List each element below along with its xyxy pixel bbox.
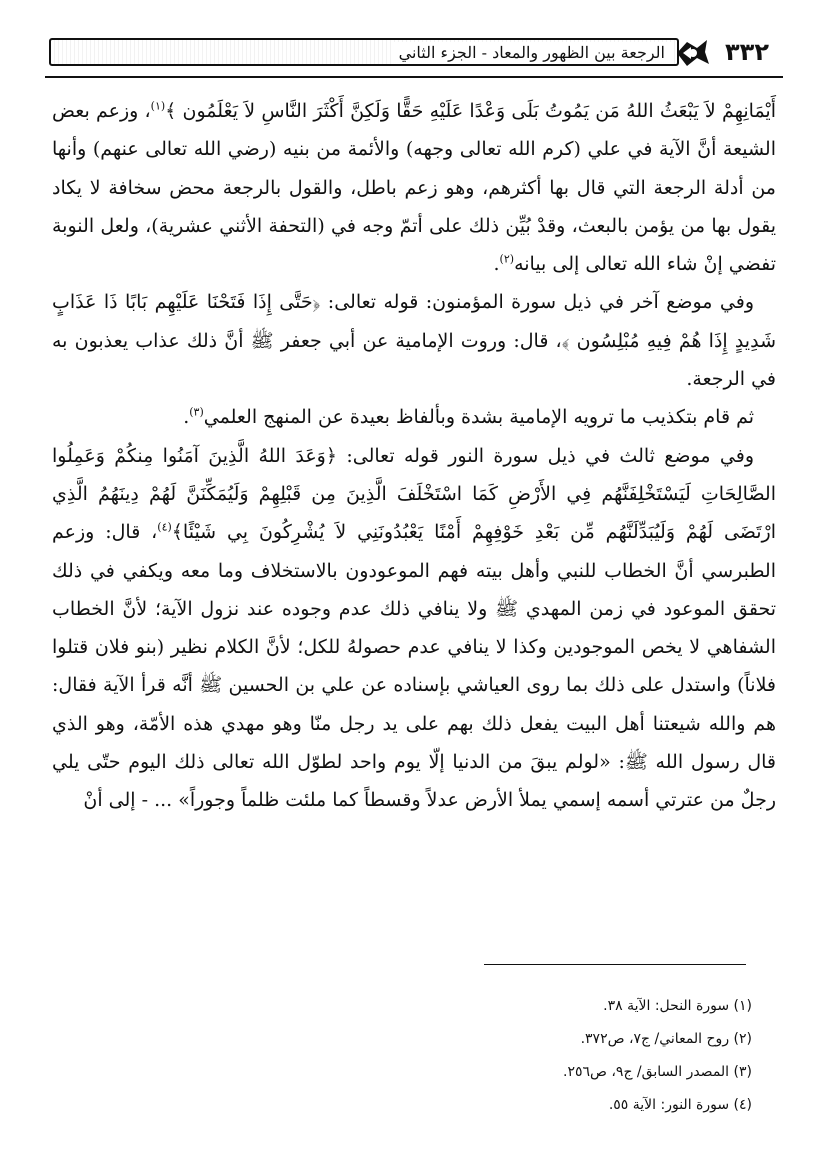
paragraph: أَيْمَانِهِمْ لاَ يَبْعَثُ اللهُ مَن يَمُوتُ بَلَى وَعْدًا عَلَيْهِ حَقًّا وَلَكِنَّ أَكْثَرَ النَّاسِ لاَ يَعْلَمُون ﴾$^{(١)}$، وزعم بعض الشيعة أنَّ الآية في علي (كرم الله تعالى وجهه) والأئمة من بنيه (رضي الله تعالى عنهم) وأنها من أدلة الرجعة التي قال بها أكثرهم، وهو زعم باطل، والقول بالرجعة محض سخافة لا يكاد يقول بها من يؤمن بالبعث، وقدْ بُيِّن ذلك على أتمّ وجه في (التحفة الأثني عشرية)، ولعل النوبة تفضي إنْ شاء الله تعالى إلى بيانه$^{(٢)}$. (52, 99, 777, 276)
page-header (45, 34, 783, 78)
paragraph (52, 283, 776, 398)
footnote-marker: (١) (150, 99, 166, 113)
footnote: (٤) سورة النور: الآية ٥٥. (608, 1097, 752, 1113)
verse-text: أَيْمَانِهِمْ لاَ يَبْعَثُ اللهُ مَن يَمُوتُ بَلَى وَعْدًا عَلَيْهِ حَقًّا وَلَكِنَّ أَكْثَرَ النَّاسِ لاَ يَعْلَمُون ﴾ (165, 100, 777, 122)
paragraph-text: ، وزعم بعض الشيعة أنَّ الآية في علي (كرم الله تعالى وجهه) والأئمة من بنيه (رضي الله تعالى عنهم) وأنها من أدلة الرجعة التي قال بها أكثرهم، وهو زعم باطل، والقول بالرجعة محض سخافة لا يكاد يقول بها من يؤمن بالبعث، وقدْ بُيِّن ذلك على أتمّ وجه في (التحفة الأثني عشرية)، ولعل النوبة تفضي إنْ شاء الله تعالى إلى بيانه (52, 100, 776, 276)
footnote-marker: (٤) (157, 520, 172, 534)
footnotes (252, 990, 752, 1122)
running-title-frame (49, 38, 679, 66)
paragraph: ثم قام بتكذيب ما ترويه الإمامية بشدة وبألفاظ بعيدة عن المنهج العلمي$^{(٣)}$. (183, 406, 754, 429)
ornament-icon (675, 38, 711, 68)
paragraph-text: ، قال: وزعم الطبرسي أنَّ الخطاب للنبي وأهل بيته فهم الموعودون بالاستخلاف وما معه ويكفي في ذلك تحقق الموعود في زمن المهدي ﷺ ولا ينافي ذلك عدم وجوده عند نزول الآية؛ لأنَّ الخطاب الشفاهي لا يخص الموجودين وكذا لا ينافي عدم حصولهُ للكل؛ لأنَّ الكلام نظير (بنو فلان قتلوا فلاناً) واستدل على ذلك بما روى العياشي بإسناده عن علي بن الحسين ﷺ أنَّه قرأ الآية فقال: هم والله شيعتنا أهل البيت يفعل ذلك بهم على يد رجل منّا وهو مهدي هذه الأمّة، وهو الذي قال رسول الله ﷺ: «لولم يبقَ من الدنيا إلّا يوم واحد لطوّل الله تعالى ذلك اليوم حتّى يلي رجلٌ من عترتي أسمه إسمي يملأ الأرض عدلاً وقسطاً كما ملئت ظلماً وجوراً» ... - إلى أنْ (52, 521, 776, 812)
running-title: الرجعة بين الظهور والمعاد - الجزء الثاني (393, 42, 671, 64)
paragraph-text: وفي موضع آخر في ذيل سورة المؤمنون: قوله تعالى: ﴿حَتَّى إِذَا فَتَحْنَا عَلَيْهِم بَابًا ذَا عَذَابٍ شَدِيدٍ إِذَا هُمْ فِيهِ مُبْلِسُون ﴾، قال: وروت الإمامية عن أبي جعفر ﷺ أنَّ ذلك عذاب يعذبون به في الرجعة. (52, 291, 776, 391)
paragraph-text: ثم قام بتكذيب ما ترويه الإمامية بشدة وبألفاظ بعيدة عن المنهج العلمي (203, 406, 754, 429)
footnote-marker: (٣) (189, 406, 204, 420)
paragraph (52, 437, 776, 820)
main-text (52, 92, 776, 820)
verse-text: وفي موضع ثالث في ذيل سورة النور قوله تعالى: ﴿وَعَدَ اللهُ الَّذِينَ آمَنُوا مِنكُمْ وَعَمِلُوا الصَّالِحَاتِ لَيَسْتَخْلِفَنَّهُم فِي الأَرْضِ كَمَا اسْتَخْلَفَ الَّذِينَ مِن قَبْلِهِمْ وَلَيُمَكِّنَنَّ لَهُمْ دِينَهُمُ الَّذِي ارْتَضَى لَهُمْ وَلَيُبَدِّلَنَّهُم مِّن بَعْدِ خَوْفِهِمْ أَمْنًا يَعْبُدُونَنِي لاَ يُشْرِكُونَ بِي شَيْئًا﴾ (52, 444, 776, 544)
footnote: (٢) روح المعاني/ ج٧، ص٣٧٢. (580, 1031, 752, 1047)
footnote-divider (484, 964, 746, 965)
footnote-marker: (٢) (499, 252, 515, 266)
footnote: (١) سورة النحل: الآية ٣٨. (603, 998, 752, 1014)
footnote: (٣) المصدر السابق/ ج٩، ص٢٥٦. (562, 1064, 752, 1080)
page-number: ٣٣٢ (725, 38, 769, 66)
